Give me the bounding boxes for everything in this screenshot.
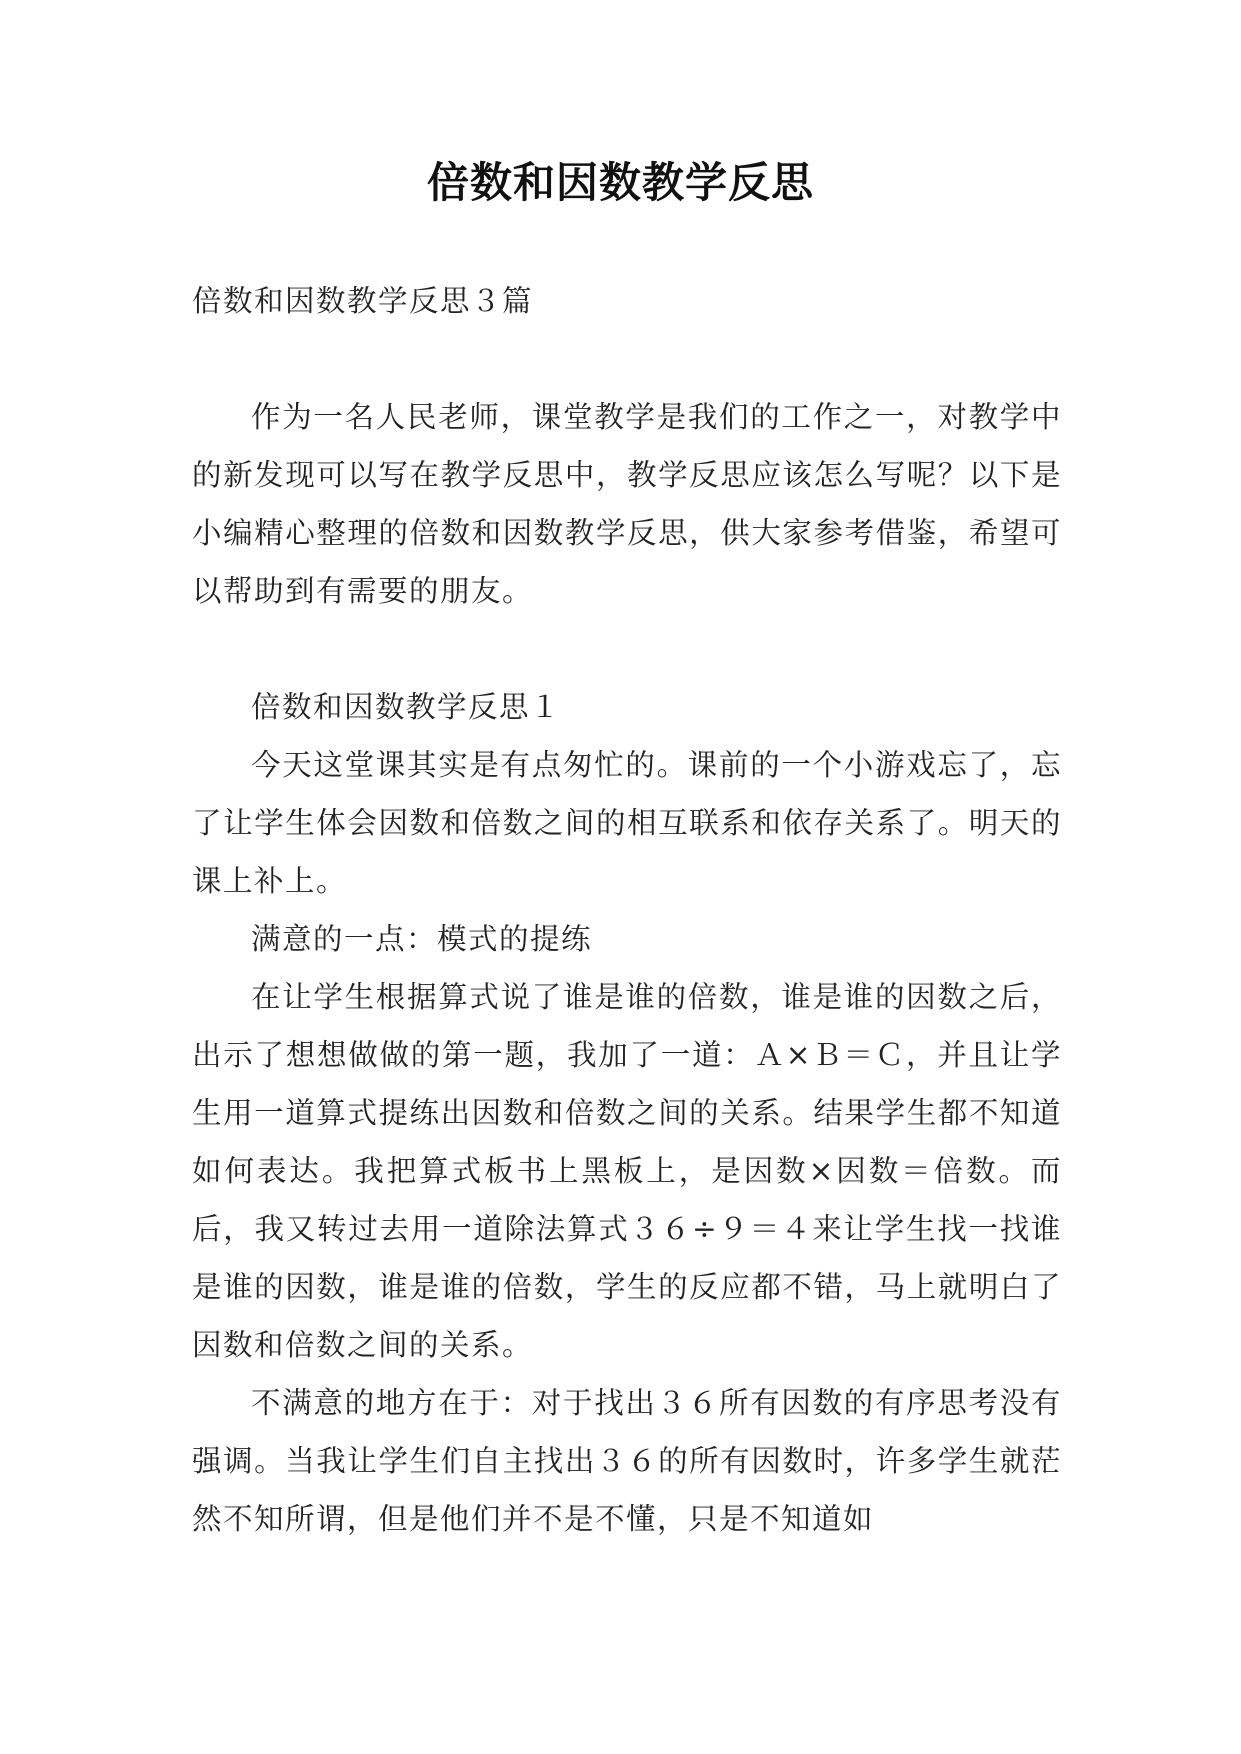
body-paragraph: 在让学生根据算式说了谁是谁的倍数，谁是谁的因数之后，出示了想想做做的第一题，我加了一道：Ａ×Ｂ＝Ｃ，并且让学生用一道算式提练出因数和倍数之间的关系。结果学生都不知道如何表达。我把算式板书上黑板上，是因数×因数＝倍数。而后，我又转过去用一道除法算式３６÷９＝４来让学生找一找谁是谁的因数，谁是谁的倍数，学生的反应都不错，马上就明白了因数和倍数之间的关系。 [192, 980, 1062, 1362]
section-heading-1: 倍数和因数教学反思１ [251, 690, 562, 724]
document-body [192, 272, 1062, 1548]
body-paragraph: 今天这堂课其实是有点匆忙的。课前的一个小游戏忘了，忘了让学生体会因数和倍数之间的相互联系和依存关系了。明天的课上补上。 [192, 748, 1062, 898]
document-subtitle: 倍数和因数教学反思３篇 [192, 284, 534, 318]
body-paragraph: 满意的一点：模式的提练 [251, 922, 593, 956]
intro-paragraph: 作为一名人民老师，课堂教学是我们的工作之一，对教学中的新发现可以写在教学反思中，教学反思应该怎么写呢？以下是小编精心整理的倍数和因数教学反思，供大家参考借鉴，希望可以帮助到有需要的朋友。 [192, 400, 1062, 608]
document-title: 倍数和因数教学反思 [426, 158, 814, 207]
body-paragraph: 不满意的地方在于：对于找出３６所有因数的有序思考没有强调。当我让学生们自主找出３６的所有因数时，许多学生就茫然不知所谓，但是他们并不是不懂，只是不知道如 [192, 1386, 1062, 1536]
